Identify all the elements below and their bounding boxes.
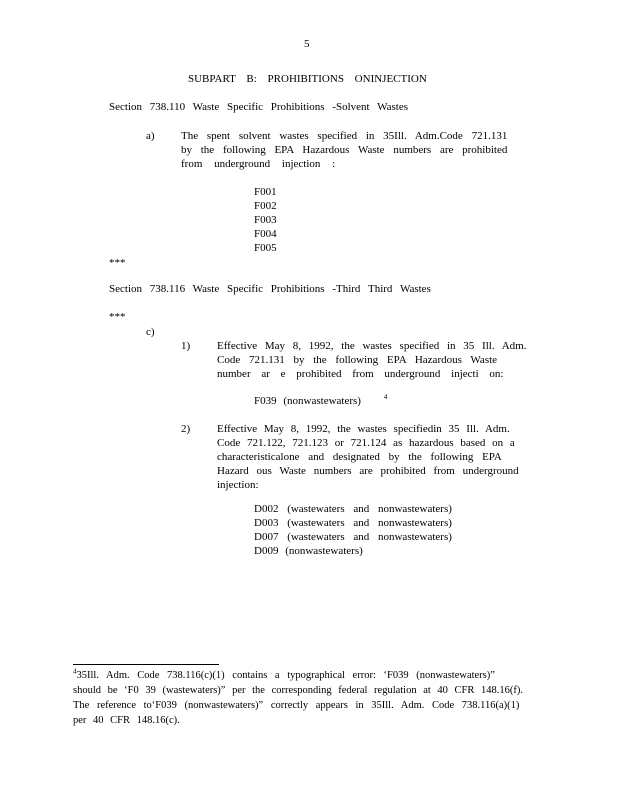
item-1-waste-code bbox=[254, 394, 387, 408]
waste-code-f004: F004 bbox=[254, 228, 277, 240]
item-1-line-1: Effective May 8, 1992, the wastes specified in 35 Ill. Adm. bbox=[217, 340, 527, 352]
item-label-2: 2) bbox=[181, 423, 191, 435]
waste-code-d002: D002 (wastewaters and nonwastewaters) bbox=[254, 503, 452, 515]
waste-code-d003: D003 (wastewaters and nonwastewaters) bbox=[254, 517, 452, 529]
footnote-marker: 4 bbox=[73, 667, 77, 676]
waste-code-f001: F001 bbox=[254, 186, 277, 198]
footnote-reference: 4 bbox=[383, 393, 388, 402]
item-2-line-1: Effective May 8, 1992, the wastes specifiedin 35 Ill. Adm. bbox=[217, 423, 510, 435]
paragraph-a-line-2: by the following EPA Hazardous Waste numbers are prohibited bbox=[181, 144, 508, 156]
section-738-110-heading: Section 738.110 Waste Specific Prohibitions -Solvent Wastes bbox=[109, 101, 409, 113]
waste-code-f002: F002 bbox=[254, 200, 277, 212]
footnote-line-1 bbox=[73, 669, 495, 683]
paragraph-a-line-1: The spent solvent wastes specified in 35Ill. Adm.Code 721.131 bbox=[181, 130, 508, 142]
waste-code-d009: D009 (nonwastewaters) bbox=[254, 545, 363, 557]
footnote-separator bbox=[73, 664, 219, 665]
subpart-title: SUBPART B: PROHIBITIONS ONINJECTION bbox=[188, 73, 427, 85]
page-number: 5 bbox=[304, 38, 310, 50]
footnote-line-2: should be ‘F0 39 (wastewaters)” per the corresponding federal regulation at 40 CFR 148.16(f). bbox=[73, 685, 524, 696]
footnote-line-4: per 40 CFR 148.16(c). bbox=[73, 715, 180, 726]
omission-stars-1: *** bbox=[109, 257, 126, 269]
item-1-line-2: Code 721.131 by the following EPA Hazardous Waste bbox=[217, 354, 498, 366]
footnote-text-1: 35Ill. Adm. Code 738.116(c)(1) contains a typographical error: ‘F039 (nonwastewaters)” bbox=[76, 670, 495, 681]
section-738-116-heading: Section 738.116 Waste Specific Prohibitions -Third Third Wastes bbox=[109, 283, 431, 295]
waste-code-d007: D007 (wastewaters and nonwastewaters) bbox=[254, 531, 452, 543]
item-1-line-3: number ar e prohibited from underground injecti on: bbox=[217, 368, 504, 380]
item-1-code-text: F039 (nonwastewaters) bbox=[254, 395, 361, 407]
paragraph-label-c: c) bbox=[146, 326, 155, 338]
waste-code-f005: F005 bbox=[254, 242, 277, 254]
paragraph-label-a: a) bbox=[146, 130, 155, 142]
waste-code-f003: F003 bbox=[254, 214, 277, 226]
footnote-line-3: The reference to‘F039 (nonwastewaters)” correctly appears in 35Ill. Adm. Code 738.116(a)(1) bbox=[73, 700, 520, 711]
item-label-1: 1) bbox=[181, 340, 191, 352]
omission-stars-2: *** bbox=[109, 311, 126, 323]
item-2-line-5: injection: bbox=[217, 479, 259, 491]
item-2-line-2: Code 721.122, 721.123 or 721.124 as hazardous based on a bbox=[217, 437, 515, 449]
item-2-line-3: characteristicalone and designated by the following EPA bbox=[217, 451, 502, 463]
paragraph-a-line-3: from underground injection : bbox=[181, 158, 336, 170]
item-2-line-4: Hazard ous Waste numbers are prohibited from underground bbox=[217, 465, 519, 477]
